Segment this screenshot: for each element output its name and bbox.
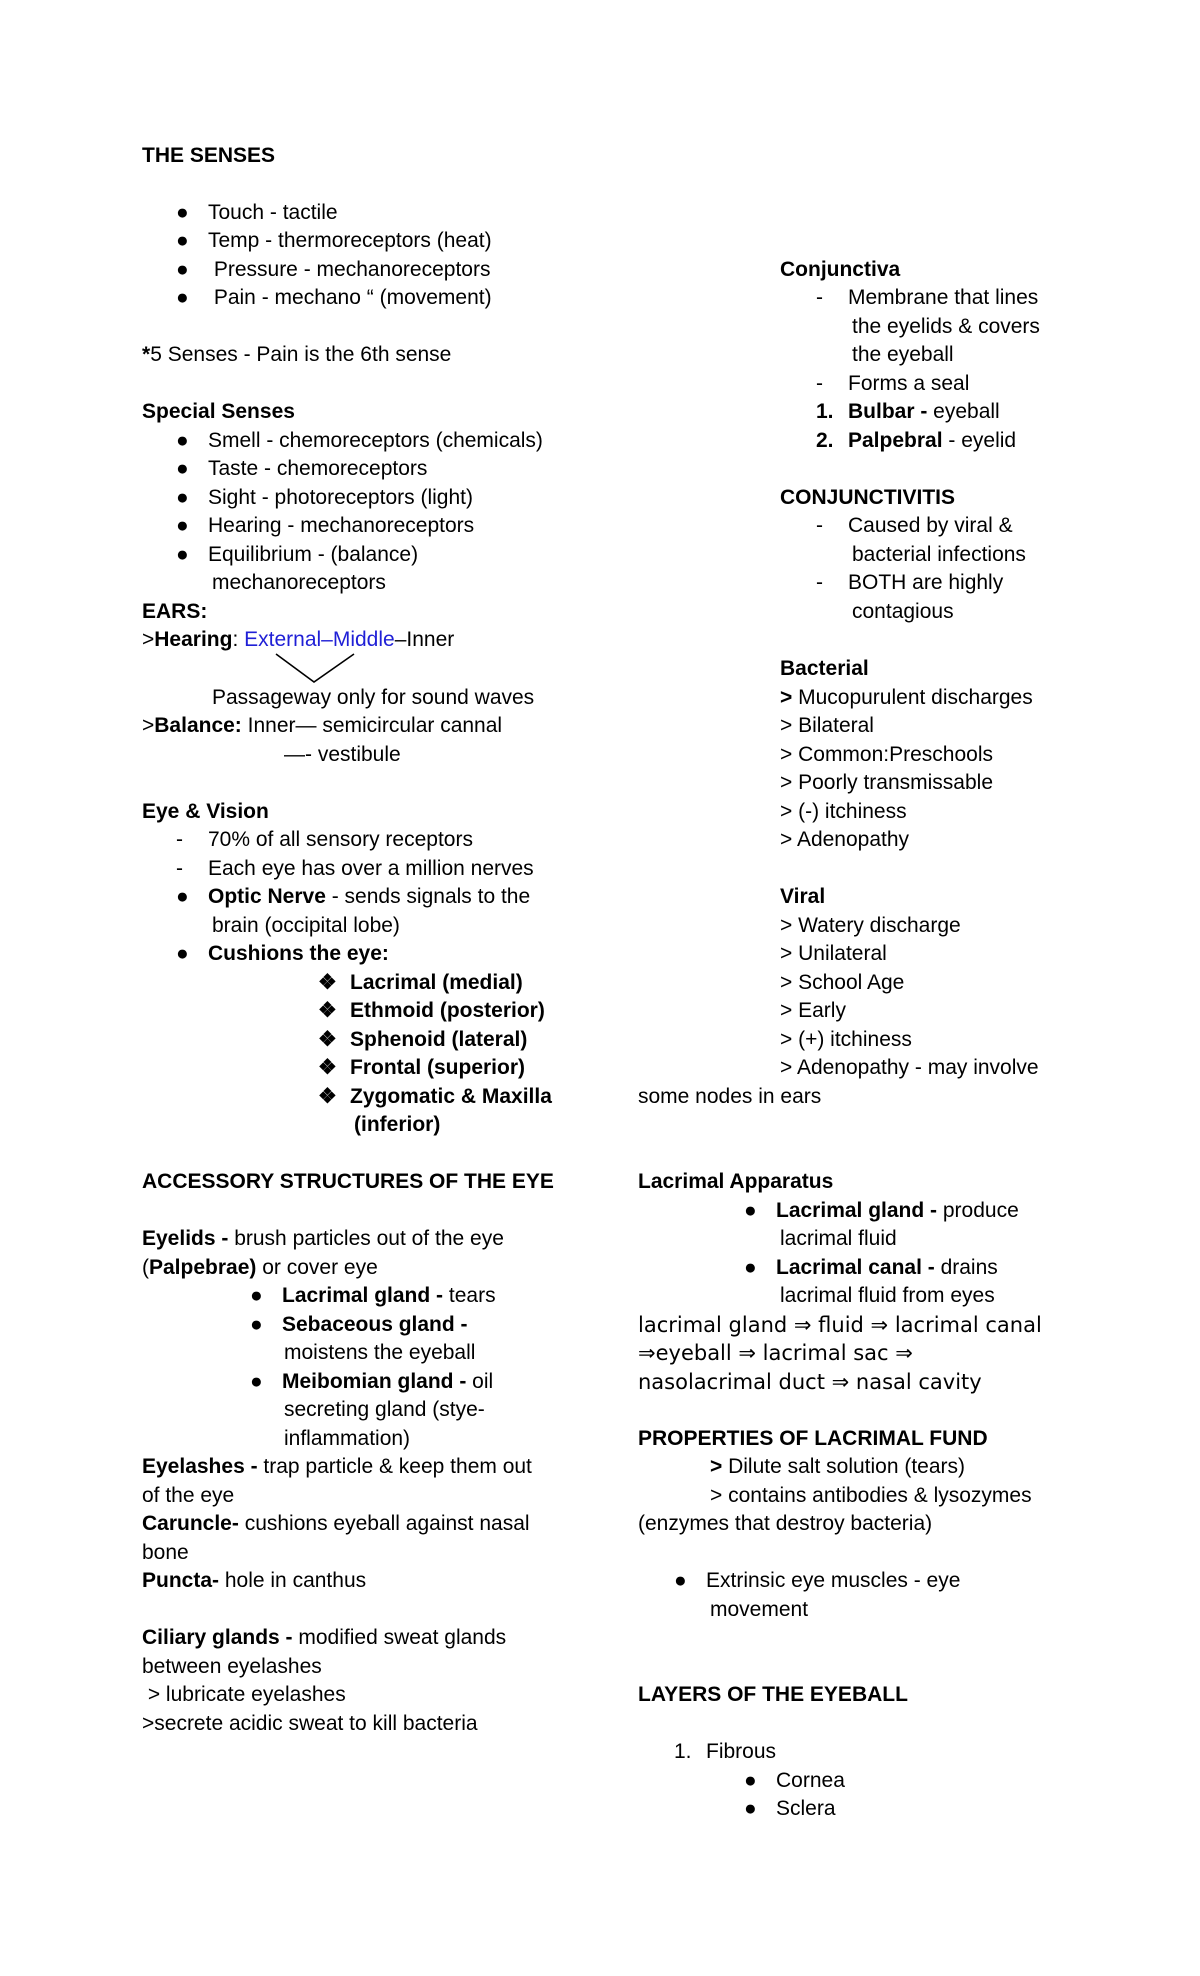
list-item-continued: the eyelids & covers [852, 315, 1040, 338]
viral-item: > School Age [780, 971, 905, 994]
flow-line: lacrimal gland ⇒ fluid ⇒ lacrimal canal [638, 1313, 1042, 1337]
eyelashes-line-continued: of the eye [142, 1484, 235, 1507]
list-item-continued: lacrimal fluid [780, 1227, 897, 1250]
list-item: - Membrane that lines [816, 286, 1039, 309]
list-item: ● Temp - thermoreceptors (heat) [176, 229, 492, 252]
viral-title: Viral [780, 885, 826, 908]
list-item: 1. Fibrous [674, 1740, 777, 1763]
bone-item: ❖ Ethmoid (posterior) [318, 999, 545, 1022]
flow-line: ⇒eyeball ⇒ lacrimal sac ⇒ [638, 1341, 913, 1365]
bone-item: ❖ Sphenoid (lateral) [318, 1028, 528, 1051]
viral-item: > Unilateral [780, 942, 887, 965]
list-item-continued: contagious [852, 600, 954, 623]
properties-title: PROPERTIES OF LACRIMAL FUND [638, 1427, 988, 1450]
list-item: - BOTH are highly [816, 571, 1004, 594]
accessory-title: ACCESSORY STRUCTURES OF THE EYE [142, 1170, 554, 1193]
viral-item-continued: some nodes in ears [638, 1085, 822, 1108]
list-item: ● Taste - chemoreceptors [176, 457, 428, 480]
properties-item-continued: (enzymes that destroy bacteria) [638, 1512, 933, 1535]
ciliary-line: Ciliary glands - modified sweat glands [142, 1626, 507, 1649]
list-item: ● Sebaceous gland - [250, 1313, 468, 1336]
properties-item: > contains antibodies & lysozymes [710, 1484, 1032, 1507]
list-item: ● Equilibrium - (balance) [176, 543, 419, 566]
hearing-line: >Hearing: External–Middle–Inner [142, 628, 455, 651]
bacterial-title: Bacterial [780, 657, 869, 680]
list-item: ● Lacrimal canal - drains [744, 1256, 998, 1279]
list-item-continued: lacrimal fluid from eyes [780, 1284, 995, 1307]
eye-vision-title: Eye & Vision [142, 800, 269, 823]
viral-item: > (+) itchiness [780, 1028, 912, 1051]
conjunctivitis-title: CONJUNCTIVITIS [780, 486, 956, 509]
special-senses-title: Special Senses [142, 400, 295, 423]
ciliary-line-continued: between eyelashes [142, 1655, 322, 1678]
list-item: ● Meibomian gland - oil [250, 1370, 494, 1393]
list-item: ● Pressure - mechanoreceptors [176, 258, 491, 281]
caruncle-line: Caruncle- cushions eyeball against nasal [142, 1512, 530, 1535]
passageway-text: Passageway only for sound waves [212, 686, 535, 709]
list-item: - Caused by viral & [816, 514, 1013, 537]
list-item: ● Lacrimal gland - tears [250, 1284, 496, 1307]
bacterial-item: > Poorly transmissable [780, 771, 994, 794]
list-item: ● Sight - photoreceptors (light) [176, 486, 473, 509]
palpebrae-line: (Palpebrae) or cover eye [142, 1256, 378, 1279]
list-item: - Forms a seal [816, 372, 970, 395]
bacterial-item: > Common:Preschools [780, 743, 994, 766]
list-item: ● Pain - mechano “ (movement) [176, 286, 492, 309]
eyelashes-line: Eyelashes - trap particle & keep them out [142, 1455, 532, 1478]
list-item: - 70% of all sensory receptors [176, 828, 473, 851]
page-title: THE SENSES [142, 144, 276, 167]
list-item-continued: the eyeball [852, 343, 954, 366]
caruncle-line-continued: bone [142, 1541, 189, 1564]
bone-item-continued: (inferior) [354, 1113, 441, 1136]
flow-line: nasolacrimal duct ⇒ nasal cavity [638, 1370, 982, 1394]
bacterial-item: > Adenopathy [780, 828, 910, 851]
bacterial-item: > Mucopurulent discharges [780, 686, 1033, 709]
viral-item: > Early [780, 999, 846, 1022]
list-item: 1. Bulbar - eyeball [816, 400, 1000, 423]
list-item-continued: mechanoreceptors [212, 571, 386, 594]
list-item: ● Extrinsic eye muscles - eye [674, 1569, 961, 1592]
list-item-continued: movement [710, 1598, 809, 1621]
bacterial-item: > Bilateral [780, 714, 874, 737]
list-item: ● Optic Nerve - sends signals to the [176, 885, 531, 908]
list-item: - Each eye has over a million nerves [176, 857, 534, 880]
layers-title: LAYERS OF THE EYEBALL [638, 1683, 908, 1706]
ears-title: EARS: [142, 600, 208, 623]
list-item: ● Hearing - mechanoreceptors [176, 514, 475, 537]
properties-item: > Dilute salt solution (tears) [710, 1455, 966, 1478]
branch-arrow-icon [270, 650, 360, 686]
conjunctiva-title: Conjunctiva [780, 258, 901, 281]
list-item-continued: secreting gland (stye- [284, 1398, 485, 1421]
bone-item: ❖ Frontal (superior) [318, 1056, 526, 1079]
ciliary-detail: > lubricate eyelashes [142, 1683, 346, 1706]
viral-item: > Adenopathy - may involve [780, 1056, 1039, 1079]
puncta-line: Puncta- hole in canthus [142, 1569, 367, 1592]
list-item-continued: brain (occipital lobe) [212, 914, 400, 937]
bone-item: ❖ Lacrimal (medial) [318, 971, 523, 994]
list-item: ● Cushions the eye: [176, 942, 389, 965]
viral-item: > Watery discharge [780, 914, 961, 937]
ciliary-detail: >secrete acidic sweat to kill bacteria [142, 1712, 478, 1735]
balance-line: >Balance: Inner— semicircular cannal [142, 714, 503, 737]
list-item-continued: bacterial infections [852, 543, 1026, 566]
list-item-continued: moistens the eyeball [284, 1341, 476, 1364]
list-item: ● Smell - chemoreceptors (chemicals) [176, 429, 543, 452]
eyelids-line: Eyelids - brush particles out of the eye [142, 1227, 504, 1250]
bacterial-item: > (-) itchiness [780, 800, 907, 823]
list-item: ● Cornea [744, 1769, 845, 1792]
senses-note: *5 Senses - Pain is the 6th sense [142, 343, 452, 366]
list-item: ● Touch - tactile [176, 201, 338, 224]
list-item: ● Sclera [744, 1797, 836, 1820]
lacrimal-apparatus-title: Lacrimal Apparatus [638, 1170, 834, 1193]
bone-item: ❖ Zygomatic & Maxilla [318, 1085, 552, 1108]
list-item-continued: inflammation) [284, 1427, 411, 1450]
vestibule-text: —- vestibule [284, 743, 401, 766]
list-item: 2. Palpebral - eyelid [816, 429, 1017, 452]
list-item: ● Lacrimal gland - produce [744, 1199, 1019, 1222]
